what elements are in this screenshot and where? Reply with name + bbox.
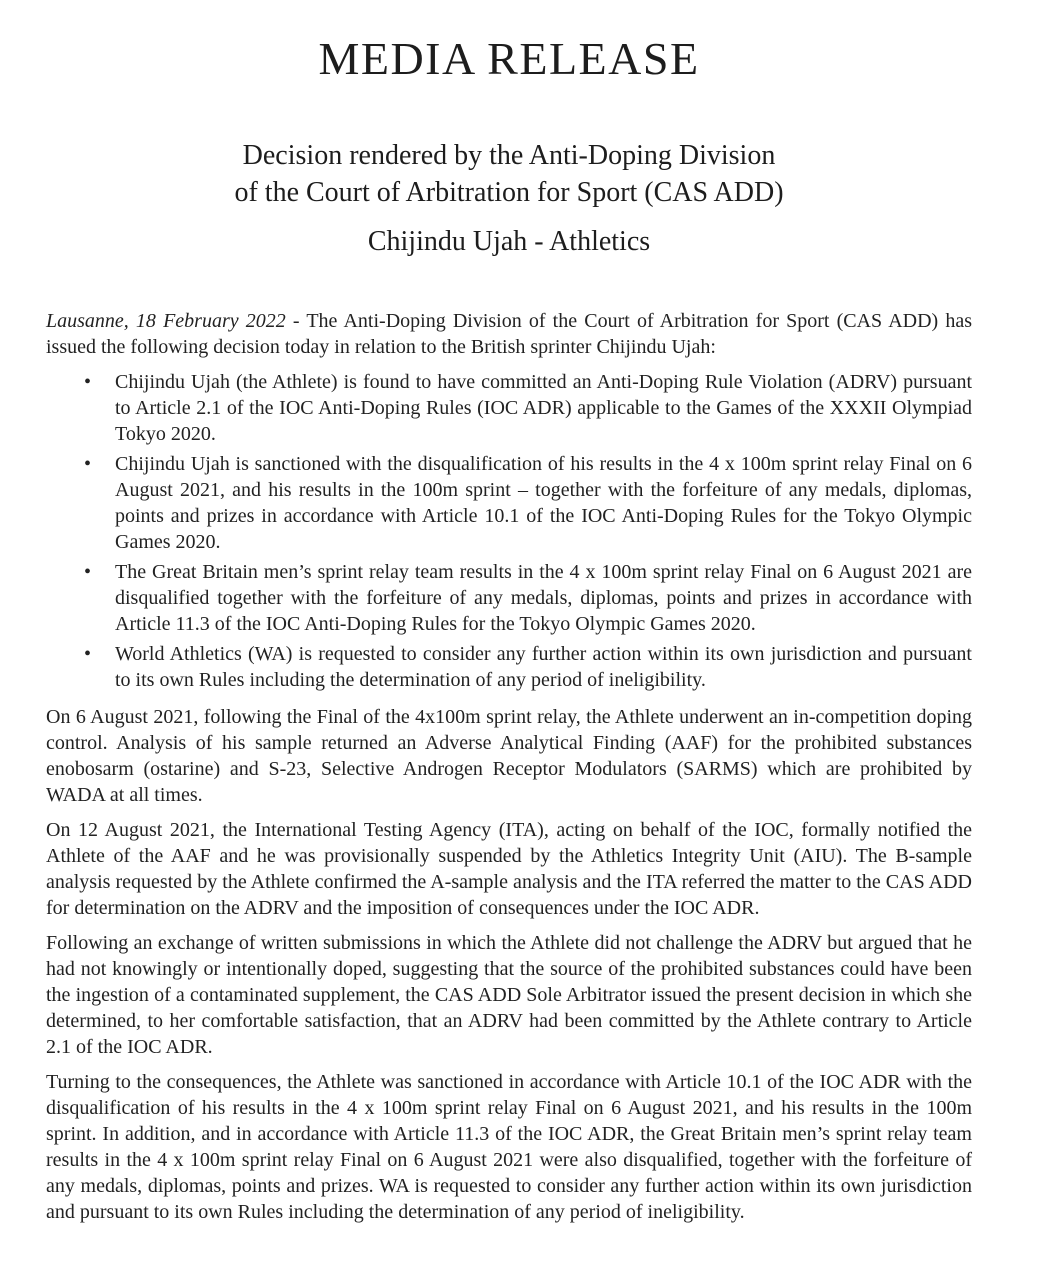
bullet-item-world-athletics: • World Athletics (WA) is requested to consider any further action within its own jurisdiction and pursuant to its own Rules including the determination of any period of ineligibility.	[115, 641, 972, 693]
case-title: Chijindu Ujah - Athletics	[367, 225, 651, 257]
intro-text: The Anti-Doping Division of the Court of Arbitration for Sport (CAS ADD) has issued the following decision today in relation to the British sprinter Chijindu Ujah:	[46, 309, 972, 358]
intro-paragraph	[46, 308, 972, 360]
subtitle-line-2: of the Court of Arbitration for Sport (CAS ADD)	[234, 176, 784, 208]
body-paragraph-submissions: Following an exchange of written submissions in which the Athlete did not challenge the ADRV but argued that he had not knowingly or intentionally doped, suggesting that the source of the prohibited substances could have been the ingestion of a contaminated supplement, the CAS ADD Sole Arbitrator issued the present decision in which she determined, to her comfortable satisfaction, that an ADRV had been committed by the Athlete contrary to Article 2.1 of the IOC ADR.	[46, 931, 972, 1058]
dateline-separator: -	[285, 309, 307, 332]
body-paragraph-ita-notification: On 12 August 2021, the International Testing Agency (ITA), acting on behalf of the IOC, formally notified the Athlete of the AAF and he was provisionally suspended by the Athletics Integrity Unit (AIU). The B-sample analysis requested by the Athlete confirmed the A-sample analysis and the ITA referred the matter to the CAS ADD for determination on the ADRV and the imposition of consequences under the IOC ADR.	[46, 818, 972, 919]
subtitle-line-1: Decision rendered by the Anti-Doping Division	[242, 139, 776, 171]
bullet-item-relay-team-disqualification: • The Great Britain men’s sprint relay team results in the 4 x 100m sprint relay Final on 6 August 2021 are disqualified together with the forfeiture of any medals, diplomas, points and prizes in accordance with Article 11.3 of the IOC Anti-Doping Rules for the Tokyo Olympic Games 2020.	[115, 559, 972, 637]
dateline: Lausanne, 18 February 2022	[46, 309, 286, 332]
decision-bullet-list	[46, 369, 972, 693]
body-paragraph-consequences: Turning to the consequences, the Athlete was sanctioned in accordance with Article 10.1 of the IOC ADR with the disqualification of his results in the 4 x 100m sprint relay Final on 6 August 2021, and his results in the 100m sprint. In addition, and in accordance with Article 11.3 of the IOC ADR, the Great Britain men’s sprint relay team results in the 4 x 100m sprint relay Final on 6 August 2021 were also disqualified, together with the forfeiture of any medals, diplomas, points and prizes. WA is requested to consider any further action within its own jurisdiction and pursuant to its own Rules including the determination of any period of ineligibility.	[46, 1070, 972, 1223]
body-paragraph-doping-control: On 6 August 2021, following the Final of the 4x100m sprint relay, the Athlete underwent an in-competition doping control. Analysis of his sample returned an Adverse Analytical Finding (AAF) for the prohibited substances enobosarm (ostarine) and S-23, Selective Androgen Receptor Modulators (SARMS) which are prohibited by WADA at all times.	[46, 705, 972, 806]
document-body	[46, 308, 972, 1225]
bullet-item-athlete-disqualification: • Chijindu Ujah is sanctioned with the disqualification of his results in the 4 x 100m sprint relay Final on 6 August 2021, and his results in the 100m sprint – together with the forfeiture of any medals, diplomas, points and prizes in accordance with Article 10.1 of the IOC Anti-Doping Rules for the Tokyo Olympic Games 2020.	[115, 451, 972, 555]
document-title: MEDIA RELEASE	[318, 33, 700, 84]
document-subtitle	[46, 137, 972, 211]
bullet-item-adrv: • Chijindu Ujah (the Athlete) is found to have committed an Anti-Doping Rule Violation (ADRV) pursuant to Article 2.1 of the IOC Anti-Doping Rules (IOC ADR) applicable to the Games of the XXXII Olympiad Tokyo 2020.	[115, 369, 972, 447]
